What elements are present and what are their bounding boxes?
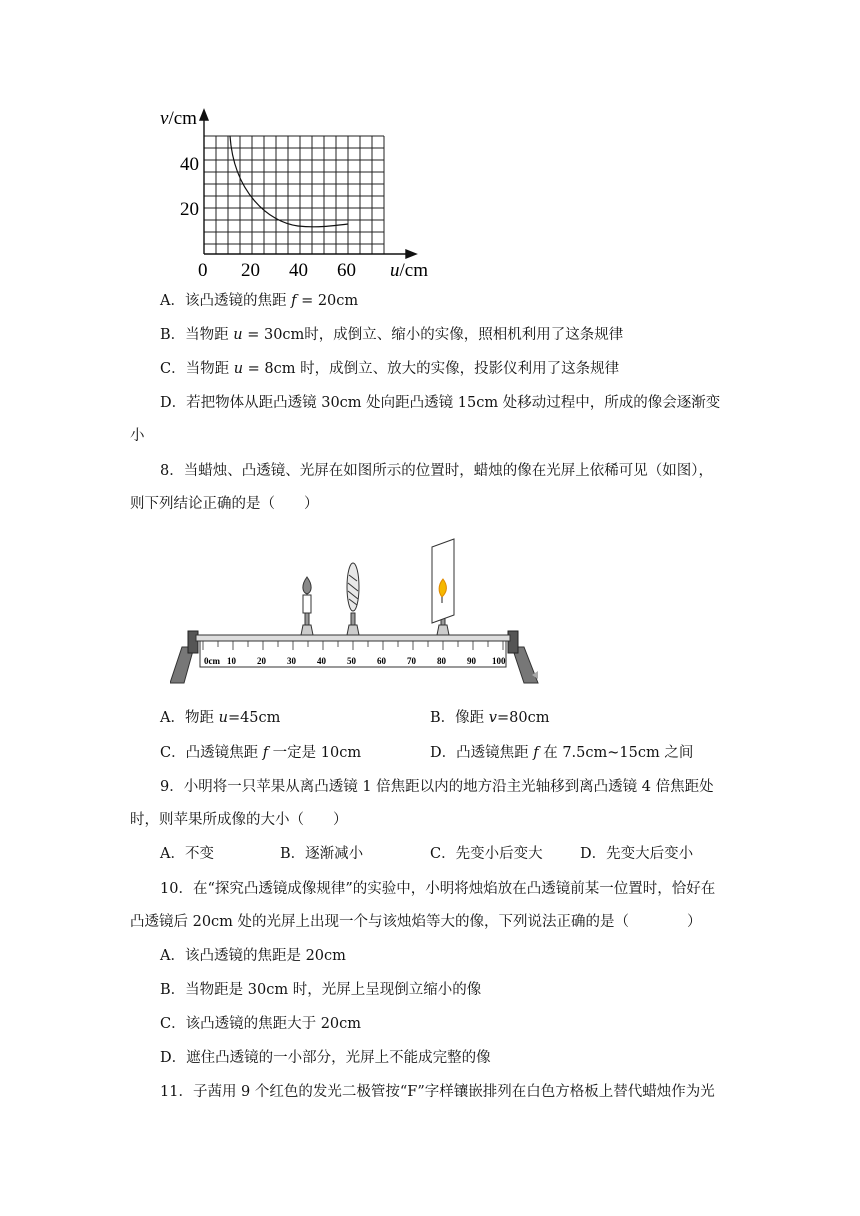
q9-stem-line2: 时，则苹果所成像的大小（ ） xyxy=(130,812,348,828)
q8-stem-line1: 8．当蜡烛、凸透镜、光屏在如图所示的位置时，蜡烛的像在光屏上依稀可见（如图）， xyxy=(160,463,713,479)
q10-option-b: B．当物距是 30cm 时，光屏上呈现倒立缩小的像 xyxy=(160,982,482,998)
q9-option-b: B．逐渐减小 xyxy=(280,846,364,862)
q9-stem-line1: 9．小明将一只苹果从离凸透镜 1 倍焦距以内的地方沿主光轴移到离凸透镜 4 倍焦距处 xyxy=(160,779,714,795)
q11-stem-line1: 11．子茜用 9 个红色的发光二极管按“F”字样镶嵌排列在白色方格板上替代蜡烛作为光 xyxy=(160,1084,715,1100)
q10-stem-line1: 10．在“探究凸透镜成像规律”的实验中，小明将烛焰放在凸透镜前某一位置时，恰好在 xyxy=(160,881,716,897)
graph-x-label: u/cm xyxy=(390,260,428,281)
q9-option-d: D．先变大后变小 xyxy=(580,846,694,862)
q10-stem-line2: 凸透镜后 20cm 处的光屏上出现一个与该烛焰等大的像，下列说法正确的是（ ） xyxy=(130,914,702,930)
q9-option-c: C．先变小后变大 xyxy=(430,846,543,862)
graph-x-tick-20: 20 xyxy=(241,260,260,281)
q7-option-a: A．该凸透镜的焦距 f = 20cm xyxy=(160,293,359,309)
bench-right-post xyxy=(508,631,518,653)
candle xyxy=(301,577,313,635)
v-u-graph xyxy=(150,100,450,285)
ruler-label-50: 50 xyxy=(347,656,356,666)
ruler-label-90: 90 xyxy=(467,656,476,666)
ruler-label-unit: 0cm xyxy=(204,656,220,666)
graph-x-tick-0: 0 xyxy=(198,260,208,281)
ruler-label-10: 10 xyxy=(227,656,236,666)
convex-lens xyxy=(347,563,359,635)
ruler-label-80: 80 xyxy=(437,656,446,666)
graph-y-label: v/cm xyxy=(160,108,197,129)
graph-y-tick-40: 40 xyxy=(180,154,199,175)
q10-option-d: D．遮住凸透镜的一小部分，光屏上不能成完整的像 xyxy=(160,1050,491,1066)
light-screen xyxy=(432,539,454,635)
graph-curve xyxy=(230,136,348,227)
ruler-label-70: 70 xyxy=(407,656,416,666)
ruler-label-20: 20 xyxy=(257,656,266,666)
q10-option-c: C．该凸透镜的焦距大于 20cm xyxy=(160,1016,362,1032)
ruler-label-100: 100 xyxy=(492,656,506,666)
optical-bench-figure xyxy=(170,535,550,685)
q10-option-a: A．该凸透镜的焦距是 20cm xyxy=(160,948,346,964)
graph-x-tick-40: 40 xyxy=(289,260,308,281)
bench-rail xyxy=(196,635,510,641)
q7-option-d-line2: 小 xyxy=(130,428,145,444)
q8-option-c: C．凸透镜焦距 f 一定是 10cm xyxy=(160,745,362,761)
q8-option-b: B．像距 v=80cm xyxy=(430,710,550,726)
q7-option-b: B．当物距 u = 30cm时，成倒立、缩小的实像，照相机利用了这条规律 xyxy=(160,327,624,343)
q8-stem-line2: 则下列结论正确的是（ ） xyxy=(130,496,319,512)
q8-option-a: A．物距 u=45cm xyxy=(160,710,281,726)
ruler-label-40: 40 xyxy=(317,656,326,666)
bench-left-post xyxy=(188,631,198,653)
q9-option-a: A．不变 xyxy=(160,846,214,862)
q7-option-d-line1: D．若把物体从距凸透镜 30cm 处向距凸透镜 15cm 处移动过程中，所成的像会逐渐变 xyxy=(160,395,721,411)
graph-x-tick-60: 60 xyxy=(337,260,356,281)
q8-option-d: D．凸透镜焦距 f 在 7.5cm~15cm 之间 xyxy=(430,745,694,761)
q7-option-c: C．当物距 u = 8cm 时，成倒立、放大的实像，投影仪利用了这条规律 xyxy=(160,361,620,377)
graph-y-tick-20: 20 xyxy=(180,199,199,220)
ruler-label-60: 60 xyxy=(377,656,386,666)
graph-grid xyxy=(204,136,384,254)
ruler-label-30: 30 xyxy=(287,656,296,666)
